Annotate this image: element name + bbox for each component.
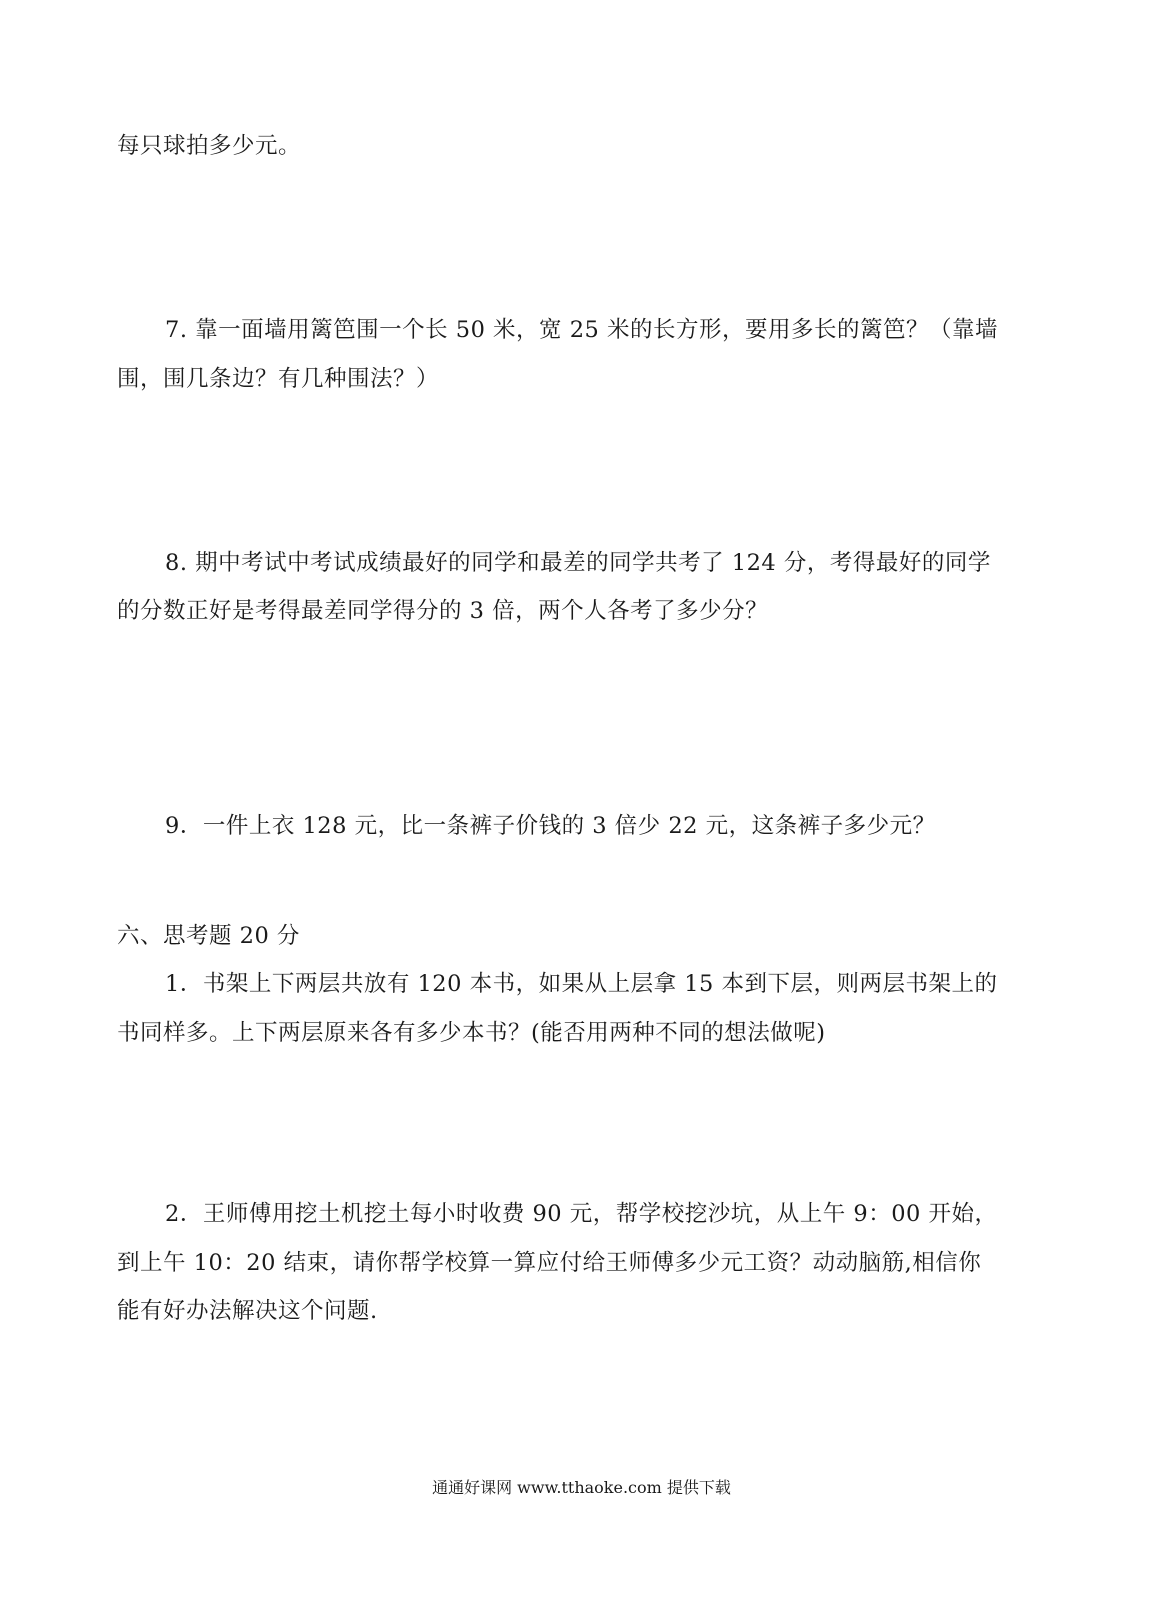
page-footer: 通通好课网 www.tthaoke.com 提供下载 xyxy=(432,1478,731,1497)
section-6-question-2-line-3: 能有好办法解决这个问题. xyxy=(117,1298,378,1324)
section-6-question-2-line-1: 2．王师傅用挖土机挖土每小时收费 90 元，帮学校挖沙坑，从上午 9：00 开始， xyxy=(165,1201,998,1227)
question-8-line-1: 8. 期中考试中考试成绩最好的同学和最差的同学共考了 124 分，考得最好的同学 xyxy=(165,550,991,576)
question-8-line-2: 的分数正好是考得最差同学得分的 3 倍，两个人各考了多少分？ xyxy=(117,598,769,624)
question-7-line-1: 7. 靠一面墙用篱笆围一个长 50 米，宽 25 米的长方形，要用多长的篱笆？（靠墙 xyxy=(165,317,998,343)
section-6-question-2-line-2: 到上午 10：20 结束，请你帮学校算一算应付给王师傅多少元工资？动动脑筋,相信你 xyxy=(117,1250,982,1276)
section-6-question-1-line-2: 书同样多。上下两层原来各有多少本书？(能否用两种不同的想法做呢) xyxy=(117,1020,826,1046)
section-6-heading: 六、思考题 20 分 xyxy=(117,923,300,949)
question-9-line-1: 9．一件上衣 128 元，比一条裤子价钱的 3 倍少 22 元，这条裤子多少元？ xyxy=(165,813,936,839)
section-6-question-1-line-1: 1．书架上下两层共放有 120 本书，如果从上层拿 15 本到下层，则两层书架上的 xyxy=(165,971,998,997)
question-7-line-2: 围，围几条边？有几种围法？） xyxy=(117,366,440,392)
continuation-text: 每只球拍多少元。 xyxy=(117,133,302,159)
